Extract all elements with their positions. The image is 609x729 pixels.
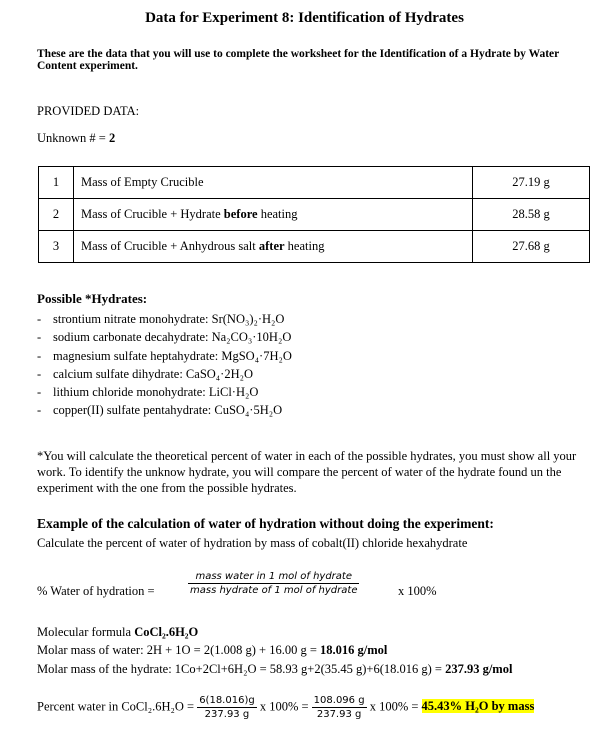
percent-result-highlight: 45.43% H₂O by mass (421, 699, 535, 714)
fraction-denominator: mass hydrate of 1 mol of hydrate (190, 585, 358, 596)
list-item: - sodium carbonate decahydrate: Na₂CO₃·10H₂O (37, 330, 292, 345)
row-number: 2 (39, 199, 74, 231)
water-formula-label: % Water of hydration = (37, 584, 155, 598)
unknown-value: 2 (108, 131, 116, 145)
percent-fraction-1: $\frac{6(18.016)g}{237.93 g}$ (199, 695, 255, 720)
row-description: Mass of Crucible + Hydrate before heating (74, 199, 473, 231)
percent-fraction-2: $\frac{108.096 g}{237.93 g}$ (313, 695, 365, 720)
row-value: 27.19 g (473, 167, 590, 199)
table-row (39, 199, 590, 231)
row-value: 28.58 g (473, 199, 590, 231)
molar-mass-water: Molar mass of water: 2H + 1O = 2(1.008 g) + 16.00 g = 18.016 g/mol (37, 643, 388, 657)
unknown-label: Unknown # = (37, 131, 109, 145)
data-table (38, 166, 590, 263)
row-description: Mass of Crucible + Anhydrous salt after heating (74, 231, 473, 263)
row-number: 1 (39, 167, 74, 199)
row-description: Mass of Empty Crucible (74, 167, 473, 199)
unknown-number (37, 131, 115, 146)
row-value: 27.68 g (473, 231, 590, 263)
row-number: 3 (39, 231, 74, 263)
fraction-numerator: mass water in 1 mol of hydrate (188, 571, 359, 584)
percent-label: Percent water in CoCl₂.6H₂O = (37, 699, 198, 714)
list-item: - magnesium sulfate heptahydrate: MgSO₄·7H₂O (37, 348, 292, 363)
water-formula-fraction (188, 571, 359, 596)
example-subtitle: Calculate the percent of water of hydration by mass of cobalt(II) chloride hexahydrate (37, 536, 468, 550)
example-heading: Example of the calculation of water of hydration without doing the experiment: (37, 516, 494, 531)
possible-hydrates-heading: Possible *Hydrates: (37, 291, 148, 306)
list-item: - strontium nitrate monohydrate: Sr(NO₃)₂·H₂O (37, 312, 285, 326)
water-formula-times: x 100% (398, 584, 437, 598)
provided-data-label: PROVIDED DATA: (37, 104, 140, 118)
hydrates-list (37, 310, 292, 420)
table-row (39, 167, 590, 199)
molar-mass-hydrate: Molar mass of the hydrate: 1Co+2Cl+6H₂O = 58.93 g+2(35.45 g)+6(18.016 g) = 237.93 g/mol (37, 662, 513, 676)
list-item: - lithium chloride monohydrate: LiCl·H₂O (37, 385, 259, 400)
percent-water-calculation: Percent water in CoCl₂.6H₂O = $\frac{6(18.016)g}{237.93 g}$ x 100% = $\frac{108.096 g}{237.93 g}$ x 100% = 45.43% H₂O by mass (37, 695, 535, 720)
page-title: Data for Experiment 8: Identification of Hydrates (145, 10, 464, 26)
list-item: - calcium sulfate dihydrate: CaSO₄·2H₂O (37, 366, 253, 381)
intro-text: These are the data that you will use to complete the worksheet for the Identification of a Hydrate by Water Content experiment. (37, 48, 560, 72)
instructions-note: *You will calculate the theoretical percent of water in each of the possible hydrates, you must show all your work. To identify the unknow hydrate, you will compare the percent of water of the hydrate found un the experiment with the one from the possible hydrates. (37, 449, 577, 495)
molecular-formula: Molecular formula CoCl₂.6H₂O (37, 625, 199, 639)
list-item: - copper(II) sulfate pentahydrate: CuSO₄·5H₂O (37, 403, 283, 418)
table-row (39, 231, 590, 263)
